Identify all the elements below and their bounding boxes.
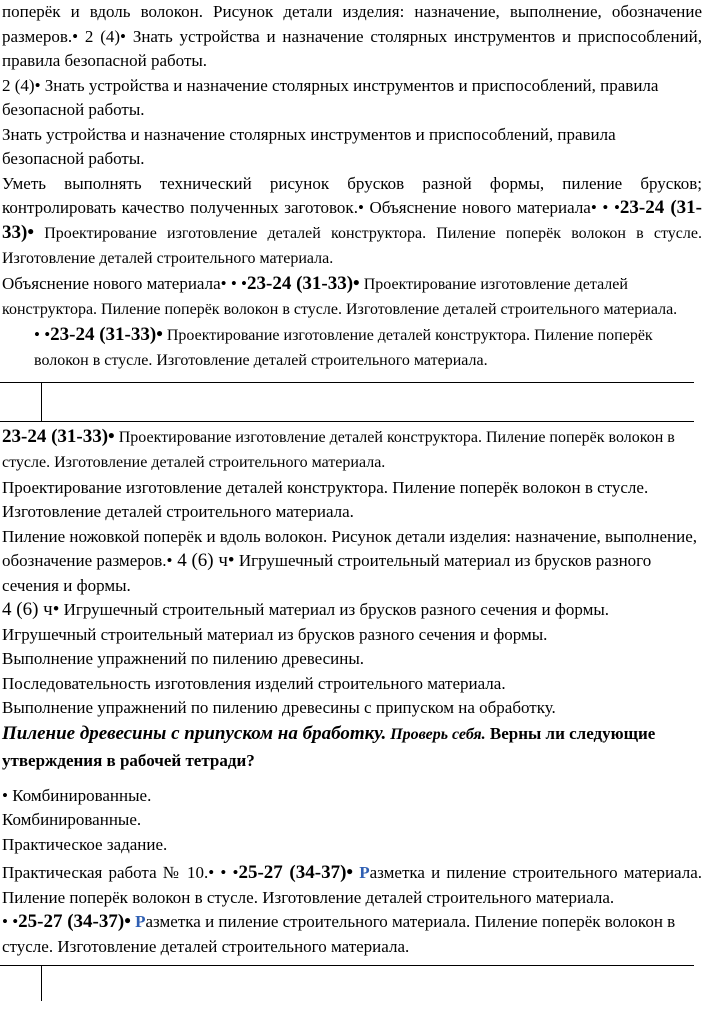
empty-table-row-1: [0, 382, 704, 422]
paragraph-18: Практическое задание.: [2, 834, 168, 854]
table-border-top: [0, 965, 694, 966]
paragraph-14: Выполнение упражнений по пилению древесины с припуском на обработку.: [2, 698, 556, 717]
paragraph-3: Знать устройства и назначение столярных инструментов и приспособлений, правила безопасной работы.: [2, 124, 616, 168]
paragraph-19: Практическая работа № 10.• • •25-27 (34-37)• Разметка и пиление строительного материала. Пиление поперёк волокон в стусле. Изготовление деталей строительного материала.: [2, 862, 703, 907]
paragraph-16: • Комбинированные.: [2, 785, 152, 805]
paragraph-11: Игрушечный строительный материал из брусков разного сечения и формы.: [2, 624, 548, 644]
paragraph-5: Объяснение нового материала• • •23-24 (31-33)• Проектирование изготовление деталей конструктора. Пиление поперёк волокон в стусле. Изготовление деталей строительного материала.: [2, 272, 678, 318]
paragraph-7: 23-24 (31-33)• Проектирование изготовление деталей конструктора. Пиление поперёк волокон в стусле. Изготовление деталей строительного материала.: [2, 425, 675, 471]
paragraph-20: • •25-27 (34-37)• Разметка и пиление строительного материала. Пиление поперёк волокон в стусле. Изготовление деталей строительного материала.: [2, 911, 676, 956]
table-border-bottom: [0, 421, 694, 422]
paragraph-9: Пиление ножовкой поперёк и вдоль волокон. Рисунок детали изделия: назначение, выполнение, обозначение размеров.• 4 (6) ч• Игрушечный строительный материал из брусков разного сечения и формы.: [2, 526, 697, 595]
paragraph-17: Комбинированные.: [2, 810, 142, 829]
paragraph-10: 4 (6) ч• Игрушечный строительный материал из брусков разного сечения и формы.: [2, 599, 610, 620]
paragraph-13: Последовательность изготовления изделий строительного материала.: [2, 673, 506, 693]
paragraph-12: Выполнение упражнений по пилению древесины.: [2, 649, 365, 668]
paragraph-6: • •23-24 (31-33)• Проектирование изготовление деталей конструктора. Пиление поперёк волокон в стусле. Изготовление деталей строительного материала.: [34, 323, 653, 369]
table-column-divider: [41, 382, 42, 422]
table-border-top: [0, 382, 694, 383]
table-column-divider: [41, 965, 42, 1001]
empty-table-row-2: [0, 965, 704, 1001]
paragraph-8: Проектирование изготовление деталей конструктора. Пиление поперёк волокон в стусле. Изготовление деталей строительного материала.: [2, 477, 649, 521]
paragraph-1: поперёк и вдоль волокон. Рисунок детали изделия: назначение, выполнение, обозначение размеров.• 2 (4)• Знать устройства и назначение столярных инструментов и приспособлений, правила безопасной работы.: [2, 2, 702, 70]
spacer: [0, 374, 704, 382]
spacer: [0, 774, 704, 784]
paragraph-4: Уметь выполнять технический рисунок брусков разной формы, пиление брусков; контролировать качество полученных заготовок.• Объяснение нового материала• • •23-24 (31-33)• Проектирование изготовление деталей конструктора. Пиление поперёк волокон в стусле. Изготовление деталей строительного материала.: [2, 173, 703, 267]
paragraph-15: Пиление древесины с припуском на бработку. Проверь себя. Верны ли следующие утверждения в рабочей тетради?: [2, 722, 656, 770]
paragraph-2: 2 (4)• Знать устройства и назначение столярных инструментов и приспособлений, правила безопасной работы.: [2, 75, 659, 119]
